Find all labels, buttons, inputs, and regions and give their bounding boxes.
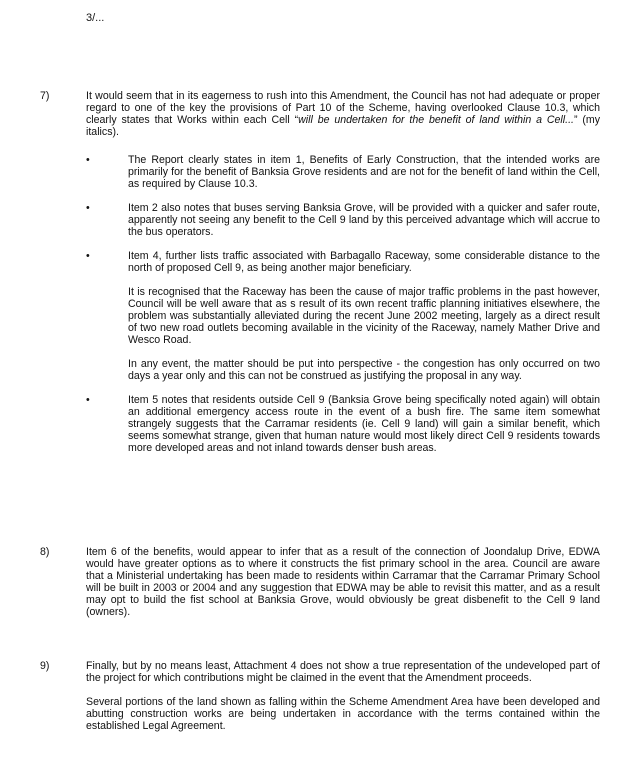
bullet-marker: • <box>86 154 90 166</box>
bullet-item <box>86 202 600 238</box>
item-8-paragraph: Item 6 of the benefits, would appear to infer that as a result of the connection of Joondalup Drive, EDWA would have greater options as to where it constructs the fist primary school in the area. Council are aware that a Ministerial undertaking has been made to residents within Carramar that the Carramar Primary School will be built in 2003 or 2004 and any suggestion that EDWA may be able to revisit this matter, and as a result may opt to build the fist school at Banksia Grove, would obviously be great disbenefit to the Cell 9 land (owners). <box>86 546 600 618</box>
item-7-bullets <box>86 154 600 466</box>
bullet-marker: • <box>86 250 90 262</box>
item-8-body <box>86 546 600 618</box>
intro-start: It would seem that in its eagerness to rush into this Amendment, the Council has not had adequate or proper regard to one of the key the provisions of Part 10 of the Scheme, having overlooked Clause 10.3, which clearly states that Works within each Cell “ <box>86 90 600 126</box>
bullet-text: Item 2 also notes that buses serving Banksia Grove, will be provided with a quicker and safer route, apparently not seeing any benefit to the Cell 9 land by this perceived advantage which will accrue to the bus operators. <box>128 202 600 238</box>
sub-paragraph <box>86 358 600 382</box>
item-7-intro <box>86 90 600 138</box>
bullet-text: Item 4, further lists traffic associated with Barbagallo Raceway, some considerable distance to the north of proposed Cell 9, as being another major beneficiary. <box>128 250 600 274</box>
item-9-paragraph: Finally, but by no means least, Attachment 4 does not show a true representation of the undeveloped part of the project for which contributions might be claimed in the event that the Amendment proceeds. <box>86 660 600 684</box>
bullet-item <box>86 394 600 454</box>
sub-paragraph <box>86 286 600 346</box>
bullet-text: Item 5 notes that residents outside Cell 9 (Banksia Grove being specifically noted again) will obtain an additional emergency access route in the event of a bush fire. The same item somewhat strangely suggests that the Carramar residents (ie. Cell 9 land) will gain a similar benefit, which seems somewhat strange, given that human nature would most likely direct Cell 9 residents towards more developed areas and not inland towards denser bush areas. <box>128 394 600 454</box>
intro-end: ” (my italics). <box>86 114 600 138</box>
sub-paragraph-text: It is recognised that the Raceway has been the cause of major traffic problems in the past however, Council will be well aware that as s result of its own recent traffic planning initiatives elsewhere, the problem was substantially alleviated during the recent June 2002 meeting, largely as a direct result of two new road outlets becoming available in the vicinity of the Raceway, namely Mather Drive and Wesco Road. <box>128 286 600 346</box>
item-number: 7) <box>40 90 50 102</box>
page-reference: 3/... <box>86 12 105 24</box>
item-number: 8) <box>40 546 50 558</box>
item-7-intro-paragraph <box>86 90 600 138</box>
bullet-item <box>86 154 600 190</box>
bullet-text: The Report clearly states in item 1, Benefits of Early Construction, that the intended works are primarily for the benefit of Banksia Grove residents and are not for the benefit of land within the Cell, as required by Clause 10.3. <box>128 154 600 190</box>
item-9-paragraph: Several portions of the land shown as falling within the Scheme Amendment Area have been developed and abutting construction works are being undertaken in accordance with the terms contained within the established Legal Agreement. <box>86 696 600 732</box>
bullet-marker: • <box>86 394 90 406</box>
bullet-marker: • <box>86 202 90 214</box>
intro-italic-quote: will be undertaken for the benefit of land within a Cell... <box>298 114 574 126</box>
sub-paragraph-text: In any event, the matter should be put into perspective - the congestion has only occurred on two days a year only and this can not be construed as justifying the proposal in any way. <box>128 358 600 382</box>
item-9-body <box>86 660 600 744</box>
bullet-item <box>86 250 600 274</box>
item-number: 9) <box>40 660 50 672</box>
